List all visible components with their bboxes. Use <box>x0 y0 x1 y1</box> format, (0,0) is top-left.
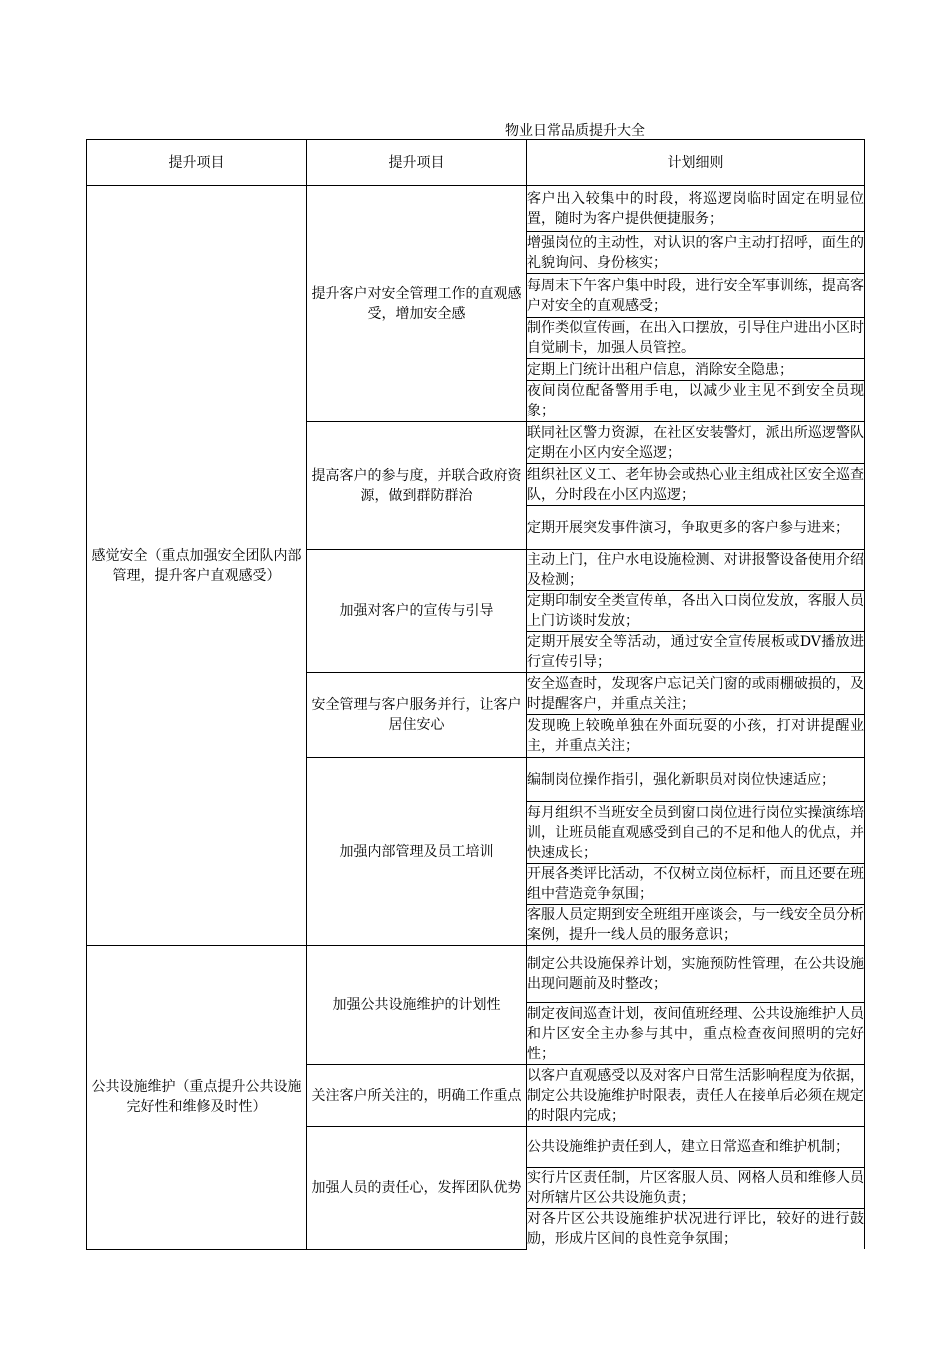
detail-cell: 公共设施维护责任到人，建立日常巡查和维护机制； <box>527 1127 865 1168</box>
table-row <box>87 186 865 232</box>
detail-cell: 定期开展安全等活动，通过安全宣传展板或DV播放进行宣传引导； <box>527 632 865 673</box>
header-detail: 计划细则 <box>527 140 865 186</box>
category-cell: 感觉安全（重点加强安全团队内部管理，提升客户直观感受） <box>87 186 307 946</box>
item-cell: 提高客户的参与度，并联合政府资源，做到群防群治 <box>307 422 527 550</box>
detail-cell: 客户出入较集中的时段，将巡逻岗临时固定在明显位置，随时为客户提供便捷服务； <box>527 186 865 232</box>
item-cell: 加强人员的责任心，发挥团队优势 <box>307 1127 527 1250</box>
item-cell: 安全管理与客户服务并行，让客户居住安心 <box>307 673 527 758</box>
item-cell: 加强公共设施维护的计划性 <box>307 946 527 1065</box>
header-item: 提升项目 <box>307 140 527 186</box>
plan-table <box>86 139 865 1250</box>
detail-cell: 对各片区公共设施维护状况进行评比，较好的进行鼓励，形成片区间的良性竞争氛围； <box>527 1209 865 1250</box>
detail-cell: 每月组织不当班安全员到窗口岗位进行岗位实操演练培训，让班员能直观感受到自己的不足和他人的优点，并快速成长； <box>527 802 865 864</box>
detail-cell: 制定公共设施保养计划，实施预防性管理，在公共设施出现问题前及时整改； <box>527 946 865 1003</box>
item-cell: 加强内部管理及员工培训 <box>307 758 527 946</box>
detail-cell: 每周末下午客户集中时段，进行安全军事训练，提高客户对安全的直观感受； <box>527 274 865 318</box>
detail-cell: 制作类似宣传画，在出入口摆放，引导住户进出小区时自觉刷卡，加强人员管控。 <box>527 318 865 359</box>
detail-cell: 定期开展突发事件演习，争取更多的客户参与进来； <box>527 506 865 550</box>
detail-cell: 主动上门，住户水电设施检测、对讲报警设备使用介绍及检测； <box>527 550 865 591</box>
header-category: 提升项目 <box>87 140 307 186</box>
table-header-row <box>87 140 865 186</box>
detail-cell: 夜间岗位配备警用手电，以减少业主见不到安全员现象； <box>527 381 865 422</box>
item-cell: 关注客户所关注的，明确工作重点 <box>307 1065 527 1127</box>
detail-cell: 组织社区义工、老年协会或热心业主组成社区安全巡查队，分时段在小区内巡逻； <box>527 464 865 506</box>
document-title: 物业日常品质提升大全 <box>505 123 645 139</box>
detail-cell: 安全巡查时，发现客户忘记关门窗的或雨棚破损的，及时提醒客户，并重点关注； <box>527 673 865 715</box>
detail-cell: 客服人员定期到安全班组开座谈会，与一线安全员分析案例，提升一线人员的服务意识； <box>527 905 865 946</box>
detail-cell: 以客户直观感受以及对客户日常生活影响程度为依据，制定公共设施维护时限表，责任人在接单后必须在规定的时限内完成； <box>527 1065 865 1127</box>
detail-cell: 定期上门统计出租户信息，消除安全隐患； <box>527 359 865 381</box>
item-cell: 加强对客户的宣传与引导 <box>307 550 527 673</box>
detail-cell: 编制岗位操作指引，强化新职员对岗位快速适应； <box>527 758 865 802</box>
detail-cell: 开展各类评比活动，不仅树立岗位标杆，而且还要在班组中营造竞争氛围； <box>527 864 865 905</box>
detail-cell: 增强岗位的主动性，对认识的客户主动打招呼，面生的礼貌询问、身份核实； <box>527 232 865 274</box>
detail-cell: 联同社区警力资源，在社区安装警灯，派出所巡逻警队定期在小区内安全巡逻； <box>527 422 865 464</box>
detail-cell: 实行片区责任制，片区客服人员、网格人员和维修人员对所辖片区公共设施负责； <box>527 1168 865 1209</box>
detail-cell: 制定夜间巡查计划，夜间值班经理、公共设施维护人员和片区安全主办参与其中，重点检查夜间照明的完好性； <box>527 1003 865 1065</box>
detail-cell: 定期印制安全类宣传单，各出入口岗位发放，客服人员上门访谈时发放； <box>527 591 865 632</box>
category-cell: 公共设施维护（重点提升公共设施完好性和维修及时性） <box>87 946 307 1250</box>
table-row <box>87 946 865 1003</box>
item-cell: 提升客户对安全管理工作的直观感受，增加安全感 <box>307 186 527 422</box>
detail-cell: 发现晚上较晚单独在外面玩耍的小孩，打对讲提醒业主，并重点关注； <box>527 715 865 758</box>
